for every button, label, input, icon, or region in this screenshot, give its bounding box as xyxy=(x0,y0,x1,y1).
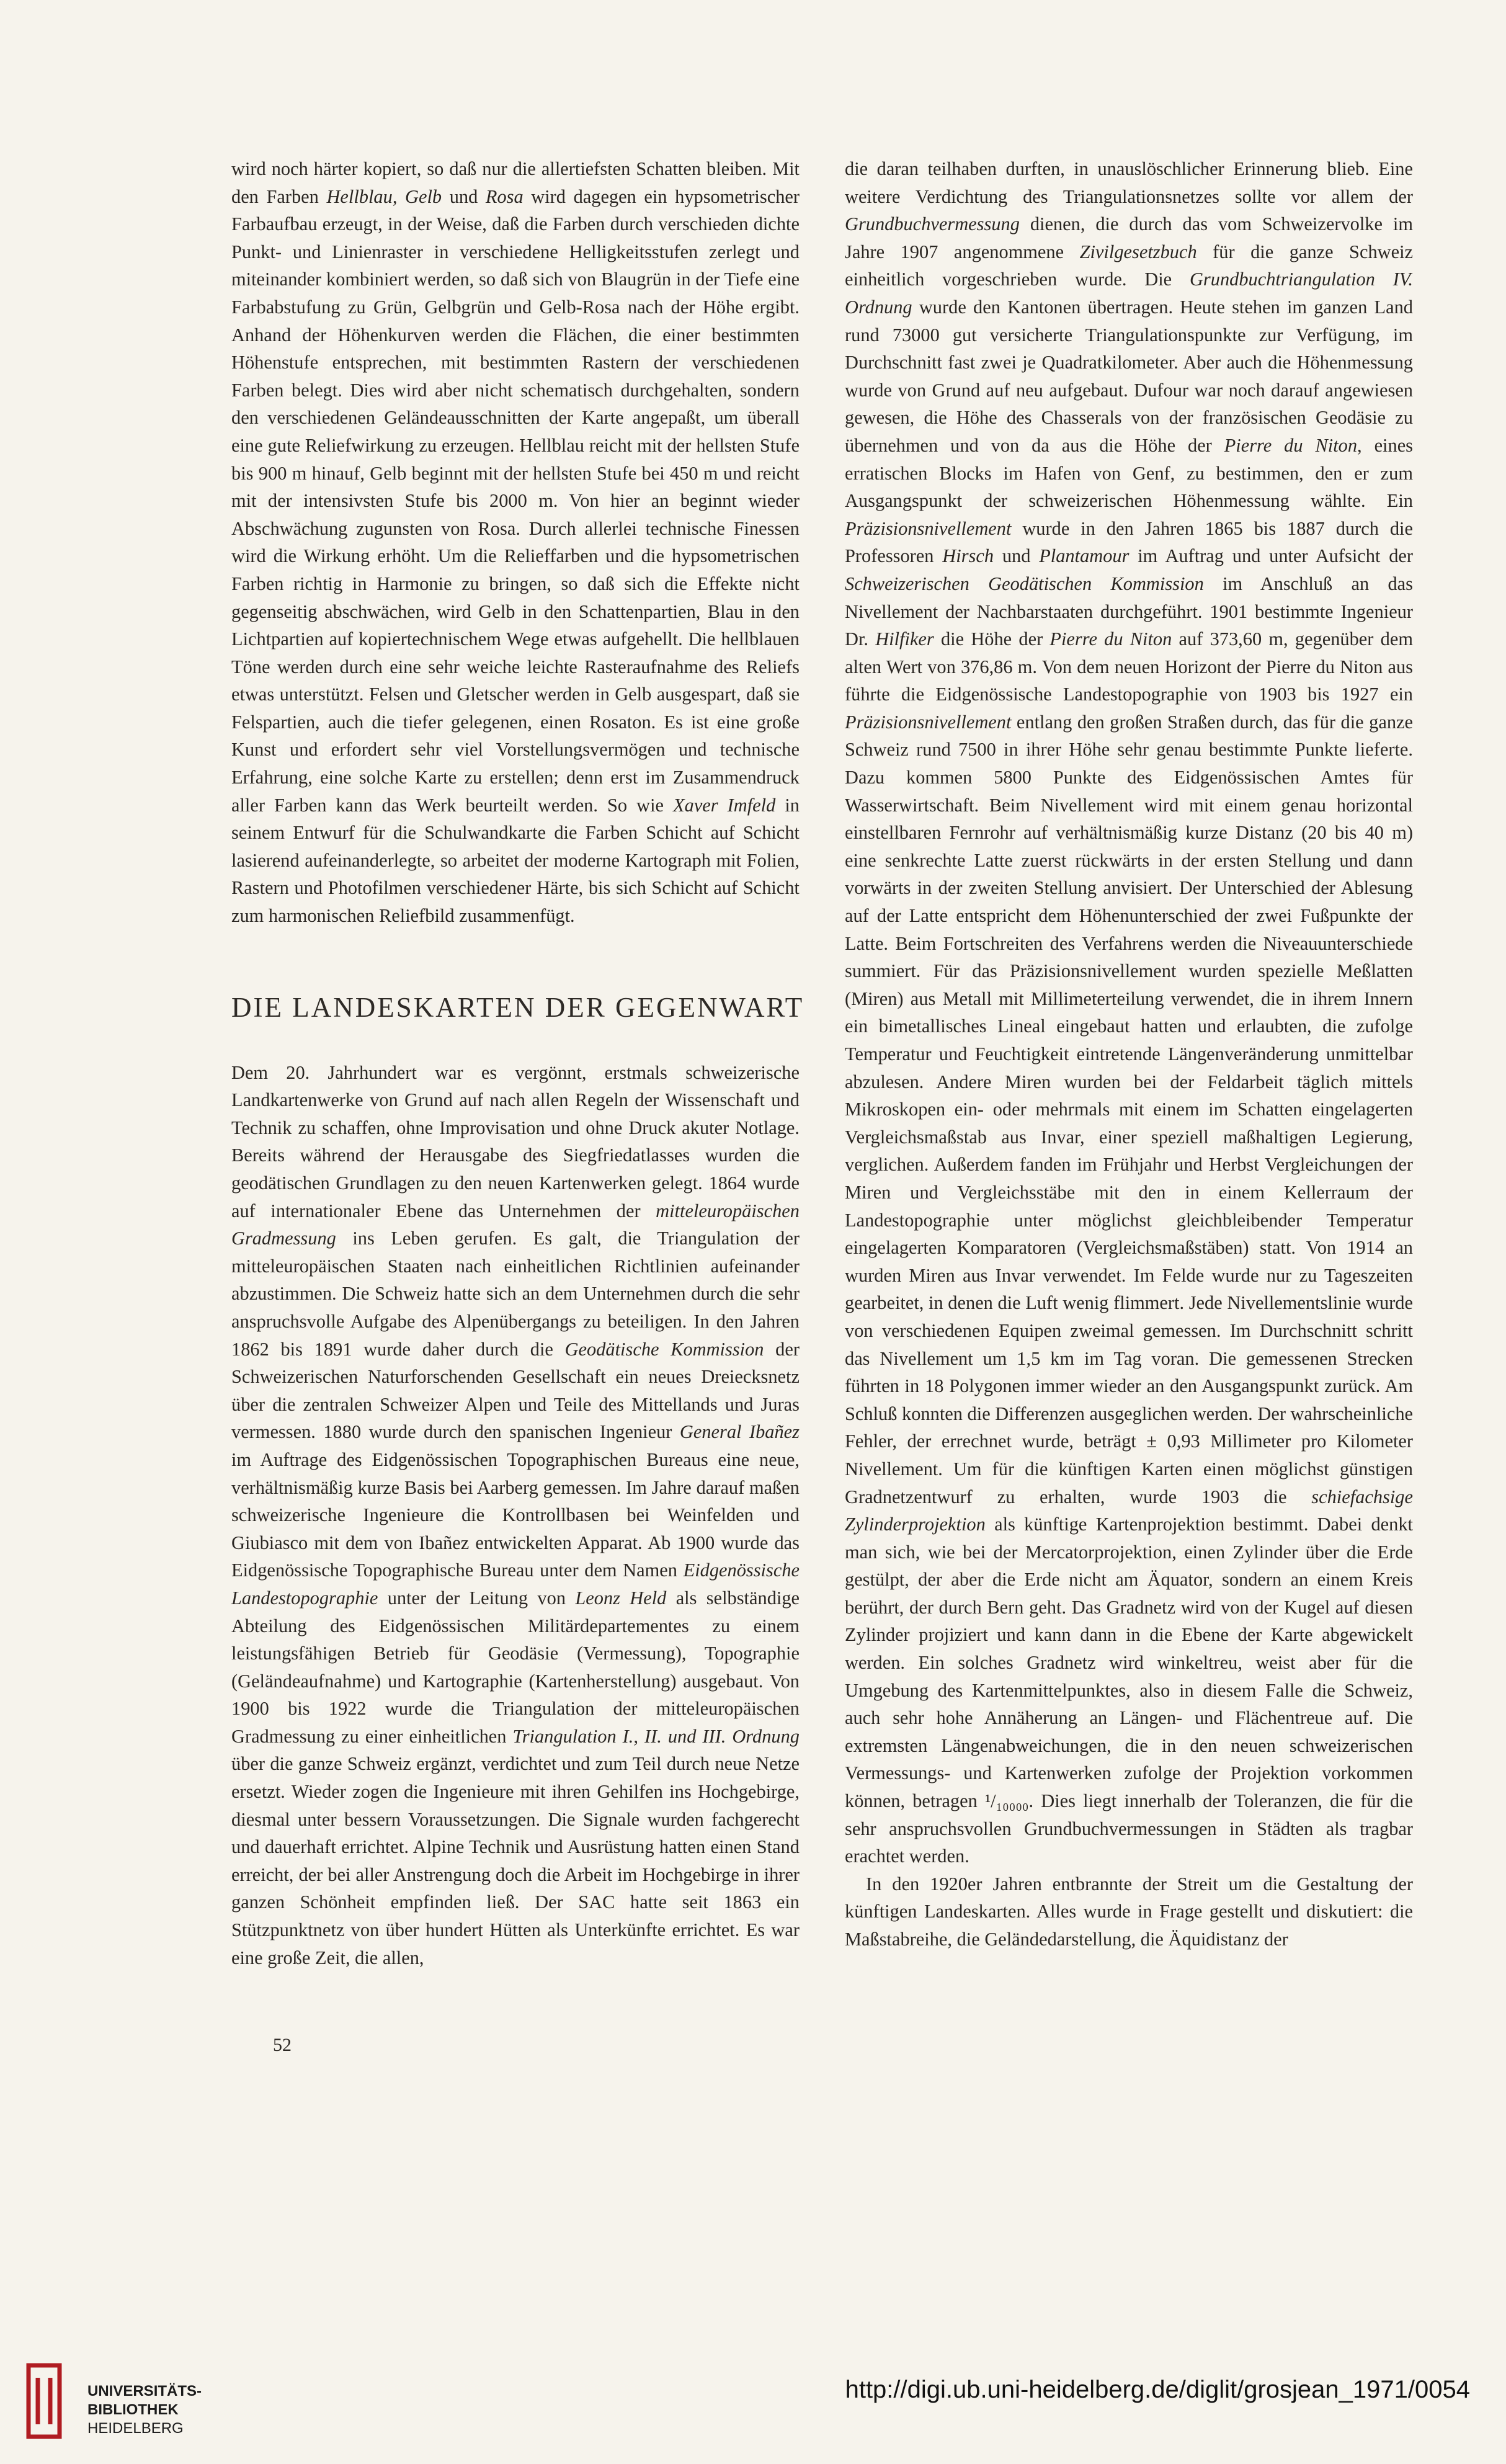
library-name xyxy=(87,2382,202,2438)
body-paragraph: Dem 20. Jahrhundert war es vergönnt, erstmals schweizerische Landkartenwerke von Grund auf nach allen Regeln der Wissenschaft und Technik zu schaffen, ohne Improvisation und ohne Druck akuter Notlage. Bereits während der Herausgabe des Siegfriedatlasses wurden die geodätischen Grundlagen zu den neuen Kartenwerken gelegt. 1864 wurde auf internationaler Ebene das Unternehmen der mitteleuropäischen Gradmessung ins Leben gerufen. Es galt, die Triangulation der mitteleuropäischen Staaten nach einheitlichen Richtlinien aufeinander abzustimmen. Die Schweiz hatte sich an dem Unternehmen durch die sehr anspruchsvolle Aufgabe des Alpenübergangs zu beteiligen. In den Jahren 1862 bis 1891 wurde daher durch die Geodätische Kommission der Schweizerischen Naturforschenden Gesellschaft ein neues Dreiecksnetz über die zentralen Schweizer Alpen und Teile des Mittellands und Juras vermessen. 1880 wurde durch den spanischen Ingenieur General Ibañez im Auftrage des Eidgenössischen Topographischen Bureaus eine neue, verhältnismäßig kurze Basis bei Aarberg gemessen. Im Jahre darauf maßen schweizerische Ingenieure die Kontrollbasen bei Weinfelden und Giubiasco mit dem von Ibañez entwickelten Apparat. Ab 1900 wurde das Eidgenössische Topographische Bureau unter dem Namen Eidgenössische Landestopographie unter der Leitung von Leonz Held als selbständige Abteilung des Eidgenössischen Militärdepartementes zu einem leistungsfähigen Betrieb für Geodäsie (Vermessung), Topographie (Geländeaufnahme) und Kartographie (Kartenherstellung) ausgebaut. Von 1900 bis 1922 wurde die Triangulation der mitteleuropäischen Gradmessung zu einer einheitlichen Triangulation I., II. und III. Ordnung über die ganze Schweiz ergänzt, verdichtet und zum Teil durch neue Netze ersetzt. Wieder zogen die Ingenieure mit ihren Gehilfen ins Hochgebirge, diesmal unter bessern Voraussetzungen. Die Signale wurden fachgerecht und dauerhaft errichtet. Alpine Technik und Ausrüstung hatten einen Stand erreicht, der bei aller Anstrengung doch die Arbeit im Hochgebirge in ihrer ganzen Schönheit empfinden ließ. Der SAC hatte seit 1863 ein Stützpunktnetz von über hundert Hütten als Unterkünfte errichtet. Es war eine große Zeit, die allen, xyxy=(231,1061,800,1968)
library-logo-icon xyxy=(22,2353,66,2443)
library-name-line: BIBLIOTHEK xyxy=(87,2401,179,2418)
left-column xyxy=(231,155,804,1971)
right-column xyxy=(845,155,1413,1953)
source-url-link[interactable]: http://digi.ub.uni-heidelberg.de/diglit/grosjean_1971/0054 xyxy=(845,2376,1470,2403)
library-name-line: UNIVERSITÄTS- xyxy=(87,2383,202,2399)
page-number: 52 xyxy=(273,2035,292,2055)
body-paragraph: In den 1920er Jahren entbrannte der Streit um die Gestaltung der künftigen Landeskarten. Alles wurde in Frage gestellt und diskutiert: die Maßstabreihe, die Geländedarstellung, die Äquidistanz der xyxy=(845,1873,1413,1950)
body-paragraph: wird noch härter kopiert, so daß nur die allertiefsten Schatten bleiben. Mit den Farben Hellblau, Gelb und Rosa wird dagegen ein hypsometrischer Farbaufbau erzeugt, in der Weise, daß die Farben durch verschieden dichte Punkt- und Linienraster in verschiedene Helligkeitsstufen zerlegt und miteinander kombiniert werden, so daß sich von Blaugrün in der Tiefe eine Farbabstufung zu Grün, Gelbgrün und Gelb-Rosa nach der Höhe ergibt. Anhand der Höhenkurven werden die Flächen, die einer bestimmten Höhenstufe entsprechen, mit bestimmten Rastern der verschiedenen Farben belegt. Dies wird aber nicht schematisch durchgehalten, sondern den verschiedenen Geländeausschnitten der Karte angepaßt, um überall eine gute Reliefwirkung zu erzeugen. Hellblau reicht mit der hellsten Stufe bis 900 m hinauf, Gelb beginnt mit der hellsten Stufe bei 450 m und reicht mit der intensivsten Stufe bis 2000 m. Von hier an beginnt wieder Abschwächung zugunsten von Rosa. Durch allerlei technische Finessen wird die Wirkung erhöht. Um die Relieffarben und die hypsometrischen Farben richtig in Harmonie zu bringen, so daß sich die Effekte nicht gegenseitig abschwächen, wird Gelb in den Schattenpartien, Blau in den Lichtpartien auf kopiertechnischem Wege etwas aufgehellt. Die hellblauen Töne werden durch eine sehr weiche leichte Rasteraufnahme des Reliefs etwas unterstützt. Felsen und Gletscher werden in Gelb ausgespart, daß sie Felspartien, auch die tiefer gelegenen, einen Rosaton. Es ist eine große Kunst und erfordert sehr viel Vorstellungsvermögen und technische Erfahrung, eine solche Karte zu erstellen; denn erst im Zusammendruck aller Farben kann das Werk beurteilt werden. So wie Xaver Imfeld in seinem Entwurf für die Schulwandkarte die Farben Schicht auf Schicht lasierend aufeinanderlegte, so arbeitet der moderne Kartograph mit Folien, Rastern und Photofilmen verschiedener Härte, bis sich Schicht auf Schicht zum harmonischen Reliefbild zusammenfügt. xyxy=(231,158,800,927)
library-name-line: HEIDELBERG xyxy=(87,2420,184,2437)
logo-mark xyxy=(29,2365,60,2437)
section-heading: DIE LANDESKARTEN DER GEGENWART xyxy=(231,991,804,1023)
body-paragraph: die daran teilhaben durften, in unauslöschlicher Erinnerung blieb. Eine weitere Verdichtung des Triangulationsnetzes sollte vor allem der Grundbuchvermessung dienen, die durch das vom Schweizervolke im Jahre 1907 angenommene Zivilgesetzbuch für die ganze Schweiz einheitlich vorgeschrieben wurde. Die Grundbuchtriangulation IV. Ordnung wurde den Kantonen übertragen. Heute stehen im ganzen Land rund 73000 gut versicherte Triangulationspunkte zur Verfügung, im Durchschnitt fast zwei je Quadratkilometer. Aber auch die Höhenmessung wurde von Grund auf neu aufgebaut. Dufour war noch darauf angewiesen gewesen, die Höhe des Chasserals von der französischen Geodäsie zu übernehmen und von da aus die Höhe der Pierre du Niton, eines erratischen Blocks im Hafen von Genf, zu bestimmen, den er zum Ausgangspunkt der schweizerischen Höhenmessung wählte. Ein Präzisionsnivellement wurde in den Jahren 1865 bis 1887 durch die Professoren Hirsch und Plantamour im Auftrag und unter Aufsicht der Schweizerischen Geodätischen Kommission im Anschluß an das Nivellement der Nachbarstaaten durchgeführt. 1901 bestimmte Ingenieur Dr. Hilfiker die Höhe der Pierre du Niton auf 373,60 m, gegenüber dem alten Wert von 376,86 m. Von dem neuen Horizont der Pierre du Niton aus führte die Eidgenössische Landestopographie von 1903 bis 1927 ein Präzisionsnivellement entlang den großen Straßen durch, das für die ganze Schweiz rund 7500 in ihrer Höhe sehr genau bestimmte Punkte lieferte. Dazu kommen 5800 Punkte des Eidgenössischen Amtes für Wasserwirtschaft. Beim Nivellement wird mit einem genau horizontal einstellbaren Fernrohr auf verhältnismäßig kurze Distanz (20 bis 40 m) eine senkrechte Latte zuerst rückwärts in der ersten Stellung und dann vorwärts in der zweiten Stellung anvisiert. Der Unterschied der Ablesung auf der Latte entspricht dem Höhenunterschied der zwei Fußpunkte der Latte. Beim Fortschreiten des Verfahrens werden die Niveauunterschiede summiert. Für das Präzisionsnivellement wurden spezielle Meßlatten (Miren) aus Metall mit Millimeterteilung verwendet, die in ihrem Innern ein bimetallisches Lineal eingebaut hatten und erlaubten, die zufolge Temperatur und Feuchtigkeit eintretende Längenveränderung unmittelbar abzulesen. Andere Miren wurden bei der Feldarbeit täglich mittels Mikroskopen ein- oder mehrmals mit einem im Schatten eingelagerten Vergleichsmaßstab aus Invar, einer speziell maßhaltigen Legierung, verglichen. Außerdem fanden im Frühjahr und Herbst Vergleichungen der Miren und Vergleichsstäbe mit den in einem Kellerraum der Landestopographie unter möglichst gleichbleibender Temperatur eingelagerten Komparatoren (Vergleichsmaßstäben) statt. Von 1914 an wurden Miren aus Invar verwendet. Im Felde wurde nur zu Tageszeiten gearbeitet, in denen die Luft wenig flimmert. Jede Nivellementslinie wurde von verschiedenen Equipen zweimal gemessen. Im Durchschnitt schritt das Nivellement um 1,5 km im Tag voran. Die gemessenen Strecken führten in 18 Polygonen immer wieder an den Ausgangspunkt zurück. Am Schluß konnten die Differenzen ausgeglichen werden. Der wahrscheinliche Fehler, der errechnet wurde, beträgt ± 0,93 Millimeter pro Kilometer Nivellement. Um für die künftigen Karten einen möglichst günstigen Gradnetzentwurf zu erhalten, wurde 1903 die schiefachsige Zylinderprojektion als künftige Kartenprojektion bestimmt. Dabei denkt man sich, wie bei der Mercatorprojektion, einen Zylinder über die Erde gestülpt, der aber die Erde nicht am Äquator, sondern an einem Kreis berührt, der durch Bern geht. Das Gradnetz wird von der Kugel auf diesen Zylinder projiziert und kann dann in die Ebene der Karte abgewickelt werden. Ein solches Gradnetz wird winkeltreu, weist aber für die Umgebung des Kartenmittelpunktes, also in diesem Falle die Schweiz, auch sehr hohe Annäherung an Längen- und Flächentreue auf. Die extremsten Längenabweichungen, die in den neuen schweizerischen Vermessungs- und Kartenwerken zufolge der Projektion vorkommen können, betragen ¹/₁₀₀₀₀. Dies liegt innerhalb der Toleranzen, die für die sehr anspruchsvollen Grundbuchvermessungen in Städten als tragbar erachtet werden. xyxy=(845,158,1414,1867)
